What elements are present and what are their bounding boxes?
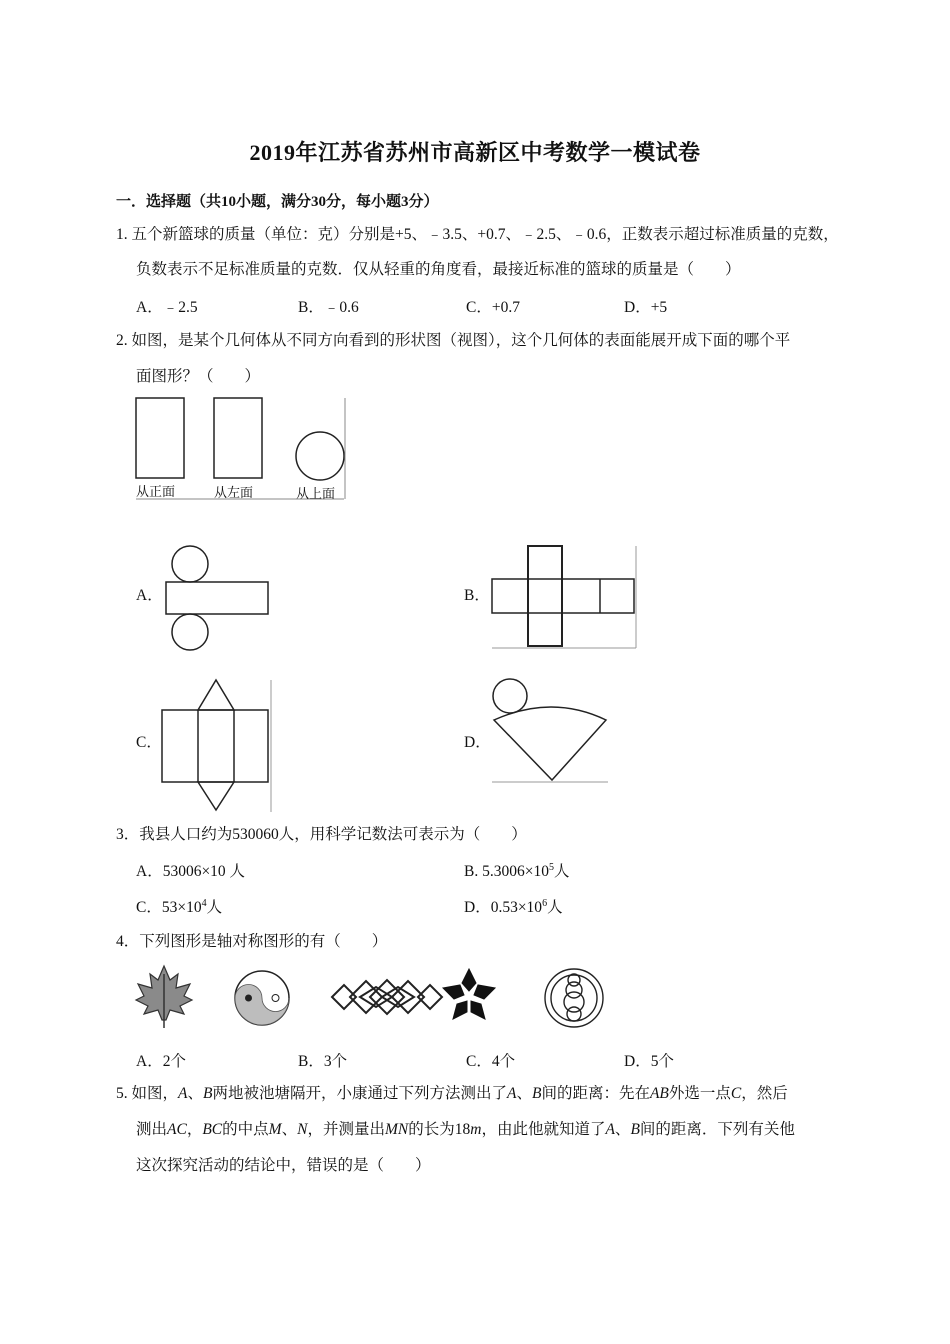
segment-mn: MN <box>384 1121 409 1138</box>
question-5-line-1 <box>116 1083 788 1105</box>
question-3-option-b-base: B. 5.3006×10 <box>464 863 549 880</box>
text-run: 的中点 <box>222 1121 269 1138</box>
question-3-stem: 3．我县人口约为530060人，用科学记数法可表示为（ ） <box>116 826 527 843</box>
question-3-option-d[interactable] <box>464 895 563 917</box>
point-a: A <box>506 1085 517 1102</box>
question-4-option-c[interactable]: C．4个 <box>466 1053 516 1070</box>
question-4-option-d[interactable]: D．5个 <box>624 1053 674 1070</box>
text-run: ，然后 <box>741 1085 788 1102</box>
section-header: 一．选择题（共10小题，满分30分，每小题3分） <box>116 194 439 210</box>
point-b: B <box>630 1121 640 1138</box>
point-c: C <box>730 1085 742 1102</box>
question-4-option-a[interactable]: A．2个 <box>136 1053 186 1070</box>
question-3-option-b-exponent: 5 <box>548 862 554 873</box>
question-1-line-2: 负数表示不足标准质量的克数．仅从轻重的角度看，最接近标准的篮球的质量是（ ） <box>136 261 741 278</box>
chinese-knot-icon <box>330 974 444 1020</box>
question-1-option-a[interactable]: A．﹣2.5 <box>136 299 198 316</box>
nested-circles-icon <box>542 966 606 1030</box>
question-3-option-c-unit: 人 <box>206 899 223 916</box>
point-a: A <box>178 1085 188 1102</box>
star-pinwheel-icon <box>440 966 498 1024</box>
text-run: 间的距离：先在 <box>541 1085 650 1102</box>
net-a-cylinder-figure[interactable] <box>164 544 274 654</box>
text-run: 、 <box>614 1121 631 1138</box>
question-1-option-c[interactable]: C．+0.7 <box>466 299 520 316</box>
question-3-option-c[interactable] <box>136 895 222 917</box>
question-4-option-b[interactable]: B．3个 <box>298 1053 348 1070</box>
question-1-line-1: 1. 五个新篮球的质量（单位：克）分别是+5、﹣3.5、+0.7、﹣2.5、﹣0.6，正数表示超过标准质量的克数， <box>116 226 839 243</box>
point-b: B <box>203 1085 213 1102</box>
text-run: 测出 <box>136 1121 168 1138</box>
view-label-front: 从正面 <box>136 485 176 500</box>
net-b-cuboid-figure[interactable] <box>490 544 638 650</box>
unit-m: m <box>470 1121 482 1138</box>
question-5-line-3: 这次探究活动的结论中，错误的是（ ） <box>136 1157 431 1174</box>
view-label-left: 从左面 <box>214 486 254 501</box>
point-m: M <box>268 1121 282 1138</box>
net-d-cone-figure[interactable] <box>490 676 612 786</box>
text-run: 5. 如图， <box>116 1085 179 1102</box>
question-1-option-d[interactable]: D．+5 <box>624 299 668 316</box>
question-1-option-b[interactable]: B．﹣0.6 <box>298 299 359 316</box>
text-run: 外选一点 <box>668 1085 731 1102</box>
net-c-prism-figure[interactable] <box>160 678 274 814</box>
text-run: 的长为18 <box>408 1121 471 1138</box>
page-title: 2019年江苏省苏州市高新区中考数学一模试卷 <box>249 140 701 165</box>
question-2-option-d[interactable]: D． <box>464 734 491 751</box>
question-3-option-a[interactable]: A．53006×10 人 <box>136 863 246 880</box>
question-3-option-c-exponent: 4 <box>201 898 207 909</box>
question-3-option-c-base: C．53×10 <box>136 899 202 916</box>
yin-yang-icon <box>232 968 292 1028</box>
question-3-option-d-base: D．0.53×10 <box>464 899 543 916</box>
text-run: 、 <box>187 1085 203 1102</box>
view-label-top: 从上面 <box>296 487 336 502</box>
text-run: 、 <box>281 1121 298 1138</box>
question-2-option-b[interactable]: B． <box>464 587 490 604</box>
text-run: 间的距离．下列有关他 <box>639 1121 795 1138</box>
question-3-option-d-exponent: 6 <box>542 898 548 909</box>
question-3-option-d-unit: 人 <box>547 899 563 916</box>
point-a: A <box>605 1121 615 1138</box>
question-5-line-2 <box>136 1119 795 1141</box>
question-2-line-1: 2. 如图，是某个几何体从不同方向看到的形状图（视图），这个几何体的表面能展开成下面的哪个平 <box>116 332 791 349</box>
maple-leaf-icon <box>134 964 194 1030</box>
question-2-line-2: 面图形？（ ） <box>136 368 261 385</box>
question-2-option-a[interactable]: A． <box>136 587 163 604</box>
text-run: ，由此他就知道了 <box>481 1121 606 1138</box>
question-4-stem: 4．下列图形是轴对称图形的有（ ） <box>116 933 388 950</box>
point-b: B <box>531 1085 542 1102</box>
point-n: N <box>297 1121 308 1138</box>
text-run: ，并测量出 <box>307 1121 385 1138</box>
question-2-option-c[interactable]: C． <box>136 734 162 751</box>
text-run: 、 <box>516 1085 532 1102</box>
text-run: ， <box>186 1121 203 1138</box>
question-3-option-b[interactable] <box>464 859 569 881</box>
segment-bc: BC <box>202 1121 223 1138</box>
question-3-option-b-unit: 人 <box>553 863 570 880</box>
segment-ab: AB <box>649 1085 669 1102</box>
text-run: 两地被池塘隔开，小康通过下列方法测出了 <box>212 1085 507 1102</box>
segment-ac: AC <box>167 1121 187 1138</box>
